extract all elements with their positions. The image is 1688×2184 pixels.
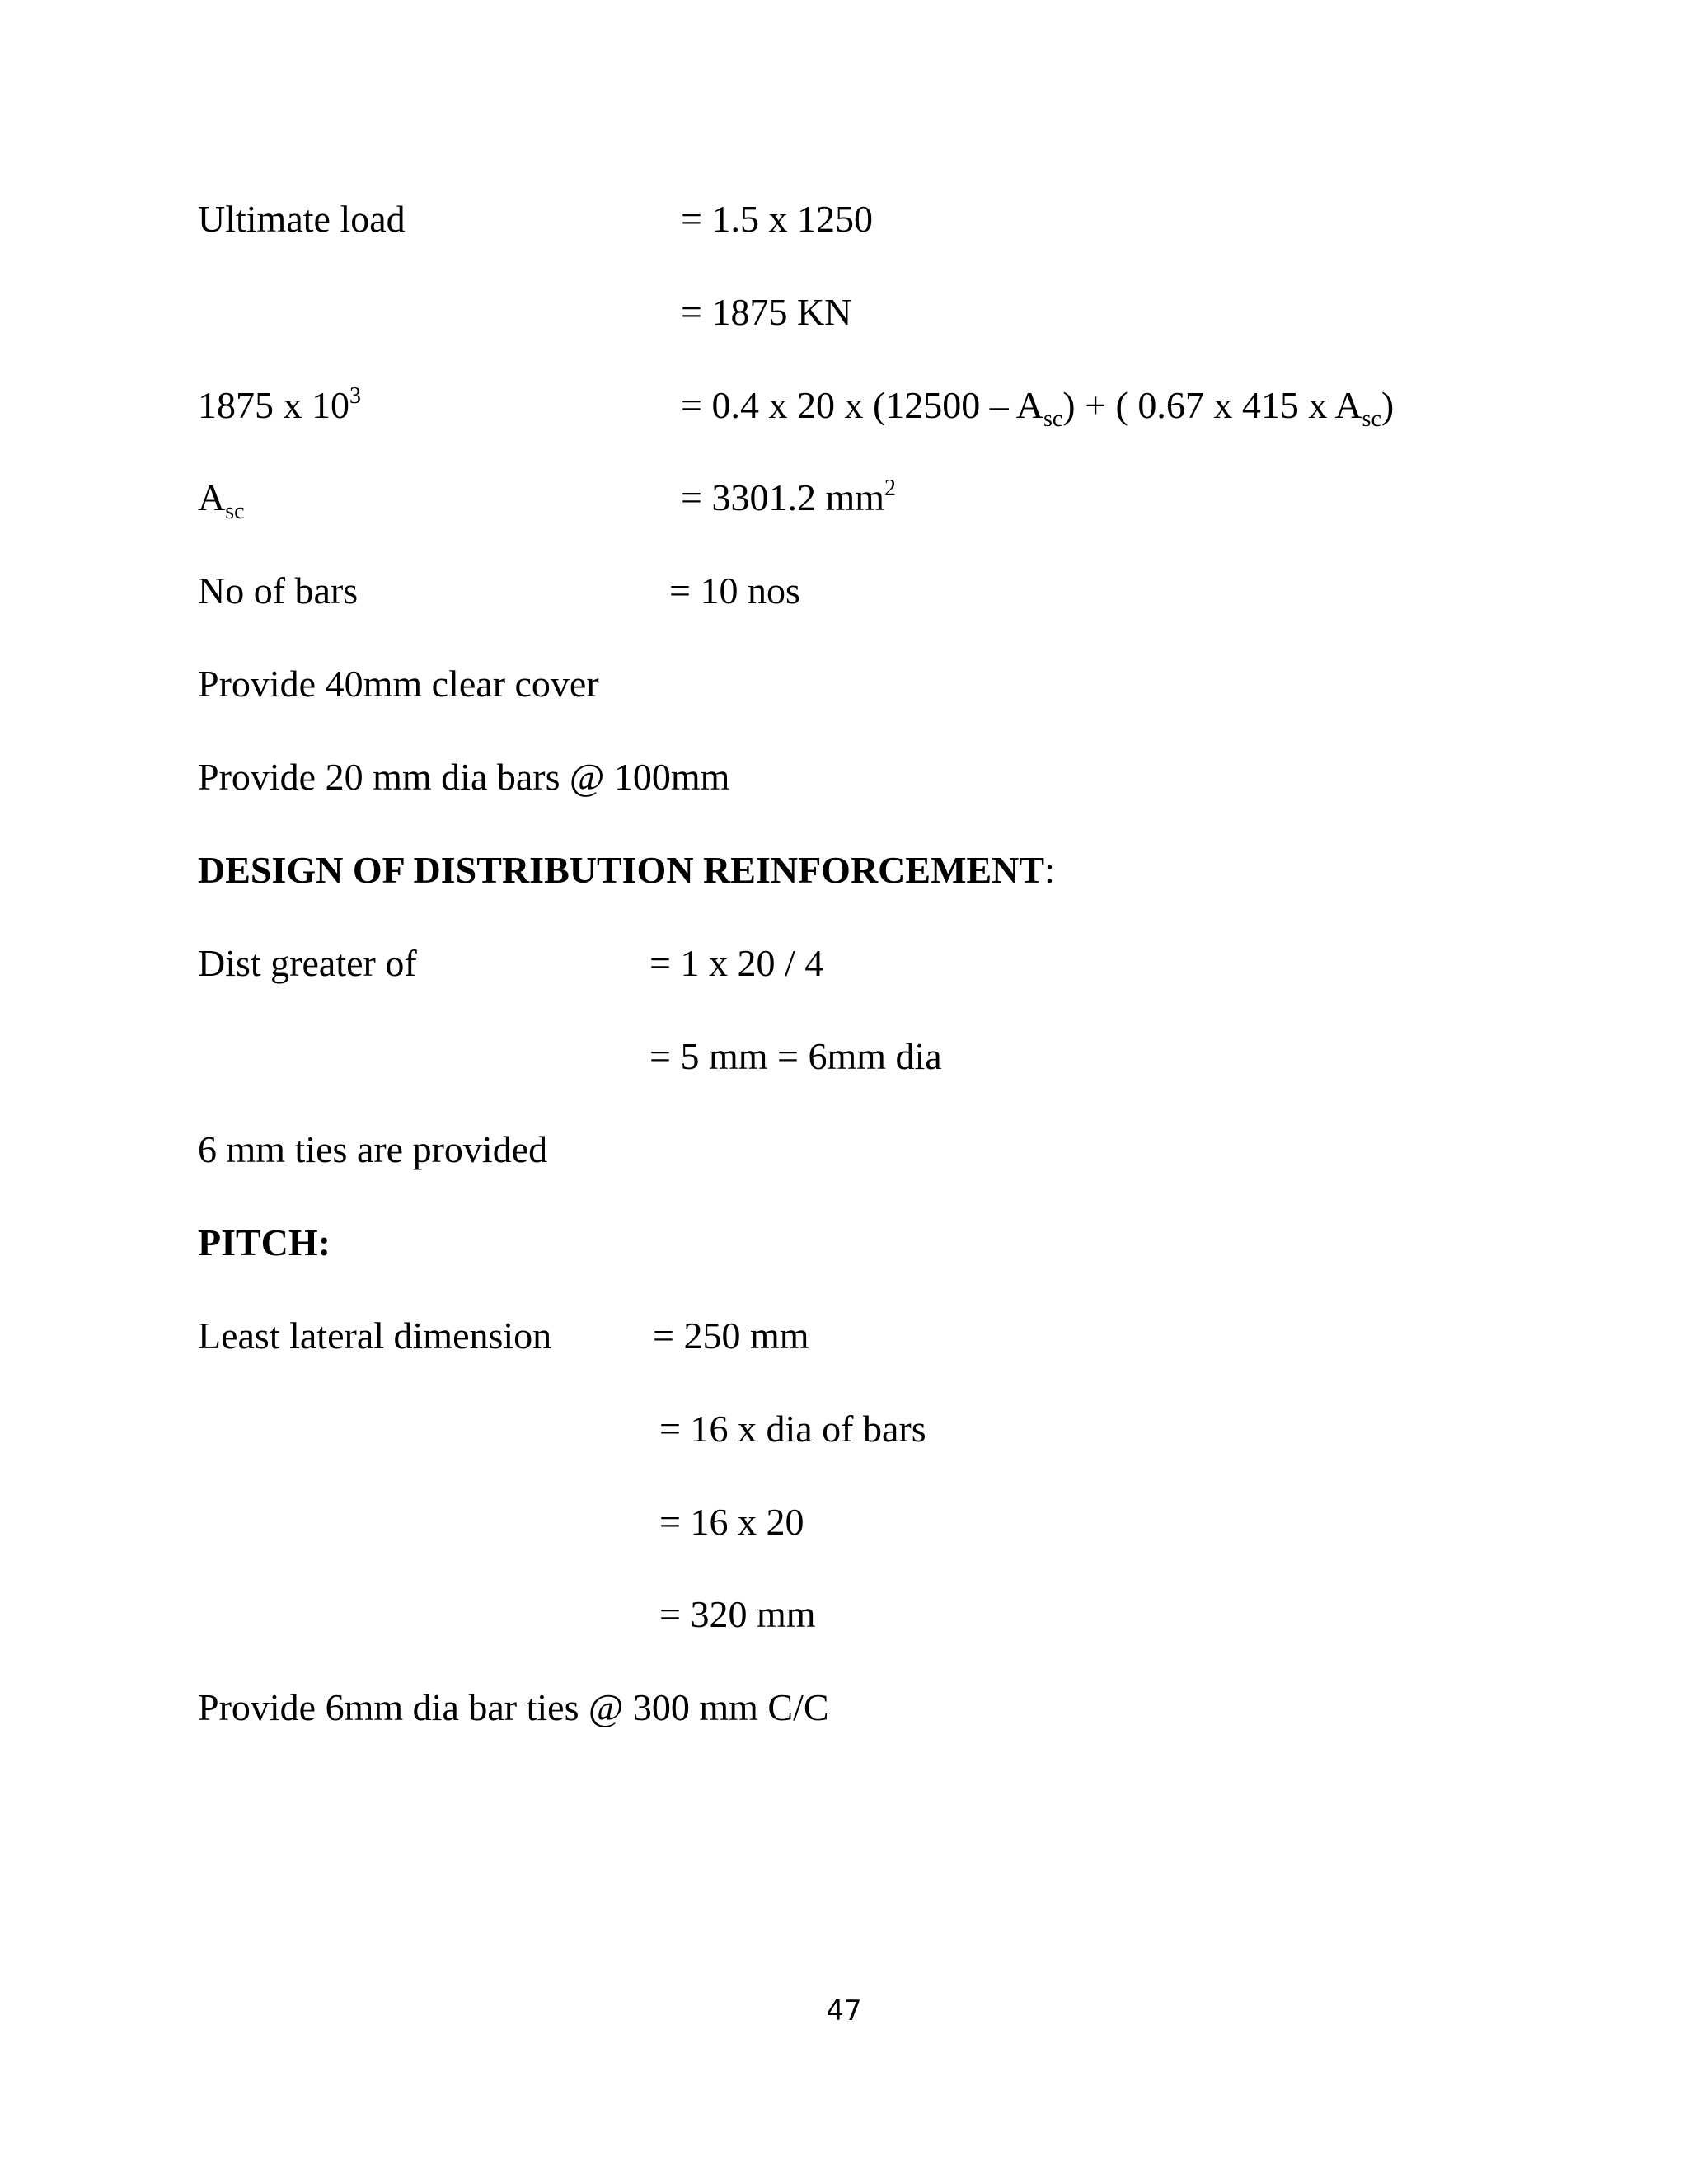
equation-value-sub2: sc	[1362, 406, 1381, 432]
dist-result-value: = 5 mm = 6mm dia	[649, 1035, 942, 1077]
least-lateral-value: = 250 mm	[653, 1315, 809, 1357]
no-of-bars-label: No of bars	[198, 569, 359, 612]
dist-greater-value: = 1 x 20 / 4	[649, 942, 824, 984]
equation-value-part1: = 0.4 x 20 x (12500 – A	[681, 384, 1043, 426]
equation-value-part2: ) + ( 0.67 x 415 x A	[1062, 384, 1362, 426]
asc-label	[198, 473, 245, 523]
ultimate-load-value: = 1.5 x 1250	[681, 198, 873, 240]
final-provision-text: Provide 6mm dia bar ties @ 300 mm C/C	[198, 1686, 829, 1728]
page-number: 47	[826, 1994, 862, 2027]
asc-value-base: = 3301.2 mm	[681, 476, 885, 518]
distribution-heading-colon: :	[1044, 849, 1055, 891]
bars-spacing-text: Provide 20 mm dia bars @ 100mm	[198, 756, 730, 798]
asc-label-base: A	[198, 476, 226, 518]
distribution-reinforcement-heading	[198, 846, 1055, 895]
clear-cover-text: Provide 40mm clear cover	[198, 663, 599, 705]
pitch-16-dia-value: = 16 x dia of bars	[659, 1408, 926, 1450]
pitch-heading: PITCH:	[198, 1221, 331, 1263]
distribution-heading-bold: DESIGN OF DISTRIBUTION REINFORCEMENT	[198, 849, 1045, 891]
equation-label-exponent: 3	[349, 383, 361, 409]
asc-label-subscript: sc	[225, 499, 245, 524]
no-of-bars-value: = 10 nos	[669, 569, 800, 612]
pitch-320-value: = 320 mm	[659, 1593, 816, 1635]
equation-value	[681, 381, 1394, 430]
dist-greater-label: Dist greater of	[198, 942, 417, 984]
pitch-16x20-value: = 16 x 20	[659, 1501, 804, 1543]
equation-value-sub1: sc	[1043, 406, 1063, 432]
equation-label	[198, 381, 361, 430]
ultimate-load-result: = 1875 KN	[681, 291, 852, 333]
ties-provided-text: 6 mm ties are provided	[198, 1128, 548, 1170]
asc-value-exponent: 2	[884, 476, 897, 501]
asc-value	[681, 473, 896, 523]
equation-label-base: 1875 x 10	[198, 384, 349, 426]
ultimate-load-label: Ultimate load	[198, 198, 406, 240]
equation-value-part3: )	[1381, 384, 1395, 426]
least-lateral-label: Least lateral dimension	[198, 1315, 552, 1357]
